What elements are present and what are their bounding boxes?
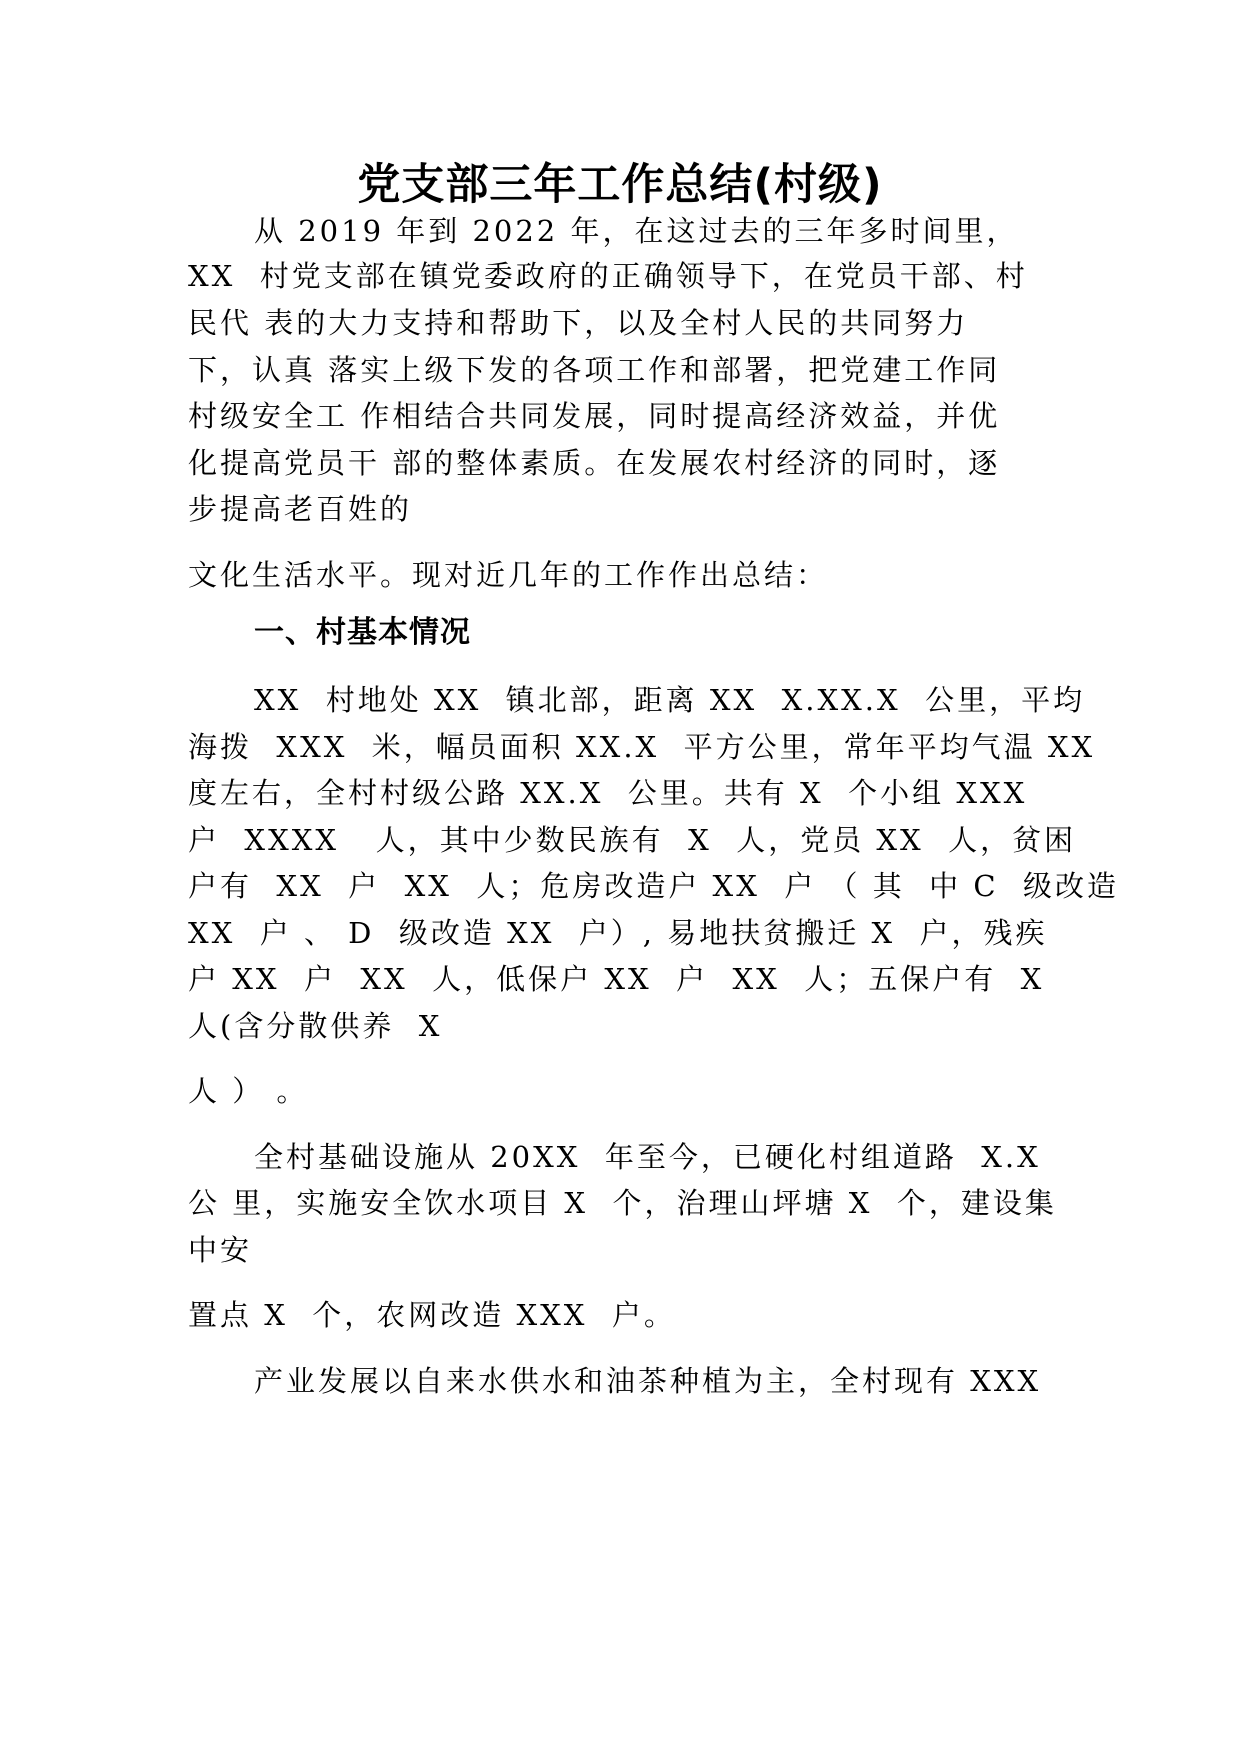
paragraph-1-line-8: 文化生活水平。现对近几年的工作作出总结： bbox=[188, 558, 829, 592]
paragraph-2-line-6: XX 户 、 D 级改造 XX 户）, 易地扶贫搬迁 X 户，残疾 bbox=[188, 916, 1048, 950]
paragraph-1-line-2: XX 村党支部在镇党委政府的正确领导下，在党员干部、村 bbox=[188, 259, 1028, 293]
paragraph-3-line-2: 公 里，实施安全饮水项目 X 个，治理山坪塘 X 个，建设集 bbox=[188, 1186, 1057, 1220]
paragraph-1-line-6: 化提高党员干 部的整体素质。在发展农村经济的同时，逐 bbox=[188, 446, 1001, 480]
paragraph-3-line-1: 全村基础设施从 20XX 年至今，已硬化村组道路 X.X bbox=[254, 1140, 1041, 1174]
paragraph-4-line-1: 产业发展以自来水供水和油茶种植为主，全村现有 XXX bbox=[254, 1364, 1042, 1398]
paragraph-2-line-2: 海拨 XXX 米，幅员面积 XX.X 平方公里，常年平均气温 XX bbox=[188, 730, 1096, 764]
paragraph-1-line-5: 村级安全工 作相结合共同发展，同时提高经济效益，并优 bbox=[188, 399, 1001, 433]
paragraph-1-line-7: 步提高老百姓的 bbox=[188, 492, 413, 526]
paragraph-3-line-4: 置点 X 个，农网改造 XXX 户。 bbox=[188, 1298, 676, 1332]
paragraph-2-line-3: 度左右，全村村级公路 XX.X 公里。共有 X 个小组 XXX bbox=[188, 776, 1028, 810]
paragraph-2-line-4: 户 XXXX 人，其中少数民族有 X 人，党员 XX 人，贫困 bbox=[188, 823, 1077, 857]
section-heading: 一、村基本情况 bbox=[254, 615, 471, 650]
paragraph-2-line-9: 人 ） 。 bbox=[188, 1074, 309, 1108]
paragraph-3-line-3: 中安 bbox=[188, 1233, 253, 1267]
paragraph-2-line-7: 户 XX 户 XX 人，低保户 XX 户 XX 人；五保户有 X bbox=[188, 962, 1045, 996]
paragraph-1-line-4: 下，认真 落实上级下发的各项工作和部署，把党建工作同 bbox=[188, 353, 1001, 387]
paragraph-2-line-1: XX 村地处 XX 镇北部，距离 XX X.XX.X 公里，平均 bbox=[254, 683, 1086, 717]
paragraph-1-line-3: 民代 表的大力支持和帮助下，以及全村人民的共同努力 bbox=[188, 306, 969, 340]
paragraph-2-line-5: 户有 XX 户 XX 人；危房改造户 XX 户 （ 其 中 C 级改造 bbox=[188, 869, 1119, 903]
paragraph-2-line-8: 人(含分散供养 X bbox=[188, 1009, 443, 1043]
document-title: 党支部三年工作总结(村级) bbox=[357, 160, 883, 210]
paragraph-1-line-1: 从 2019 年到 2022 年，在这过去的三年多时间里， bbox=[254, 214, 1019, 248]
